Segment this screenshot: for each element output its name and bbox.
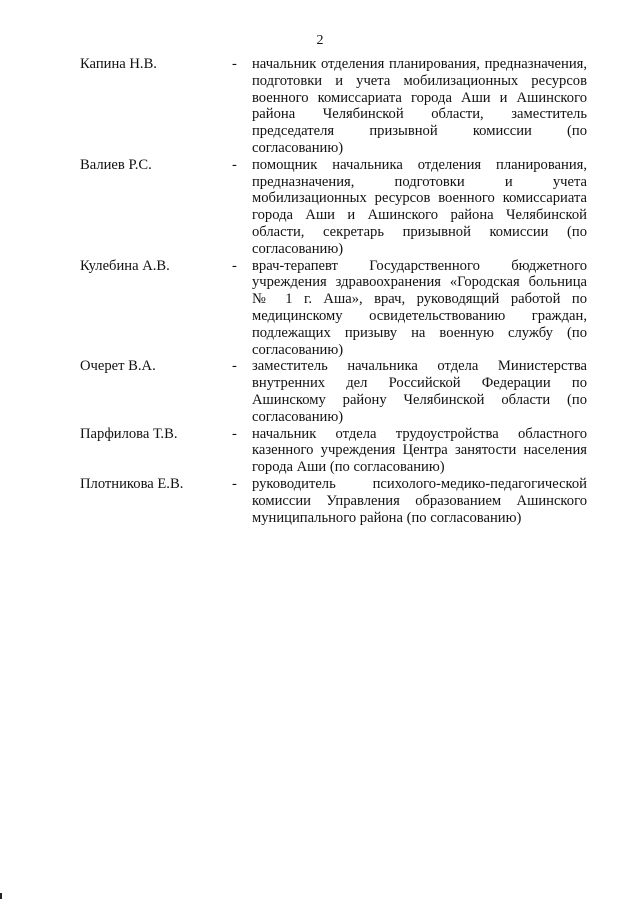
member-entry — [0, 426, 640, 476]
member-dash: - — [232, 156, 237, 173]
member-entry — [0, 56, 640, 157]
commission-members-list — [0, 56, 640, 526]
member-name: Капина Н.В. — [80, 56, 157, 72]
member-role: начальник отделения планирования, предназначения, подготовки и учета мобилизационных ресурсов военного комиссариата города Аши и Ашинского района Челябинской области, заместитель председателя призывной комиссии (по согласованию) — [252, 56, 587, 156]
member-name: Парфилова Т.В. — [80, 425, 178, 442]
member-entry — [0, 358, 640, 425]
member-name: Валиев Р.С. — [80, 156, 152, 173]
member-role: помощник начальника отделения планирования, предназначения, подготовки и учета мобилизационных ресурсов военного комиссариата города Аши и Ашинского района Челябинской области, секретарь призывной комиссии (по согласованию) — [252, 156, 587, 257]
member-role: руководитель психолого-медико-педагогической комиссии Управления образованием Ашинского муниципального района (по согласованию) — [252, 475, 587, 526]
member-role: начальник отдела трудоустройства областного казенного учреждения Центра занятости населения города Аши (по согласованию) — [252, 425, 587, 476]
member-dash: - — [232, 56, 237, 72]
member-entry — [0, 258, 640, 359]
scan-edge-mark — [0, 893, 2, 899]
member-entry — [0, 476, 640, 526]
member-role: врач-терапевт Государственного бюджетного учреждения здравоохранения «Городская больница № 1 г. Аша», врач, руководящий работой по медицинскому освидетельствованию граждан, подлежащих призыву на военную службу (по согласованию) — [252, 257, 587, 358]
member-name: Кулебина А.В. — [80, 257, 170, 274]
member-name: Плотникова Е.В. — [80, 475, 184, 492]
page-number: 2 — [316, 33, 324, 48]
member-name: Очерет В.А. — [80, 358, 156, 375]
member-dash: - — [232, 257, 237, 274]
member-dash: - — [232, 425, 237, 442]
member-entry — [0, 157, 640, 258]
member-dash: - — [232, 475, 237, 492]
member-dash: - — [232, 358, 237, 375]
member-role: заместитель начальника отдела Министерства внутренних дел Российской Федерации по Ашинскому району Челябинской области (по согласованию) — [252, 358, 587, 425]
